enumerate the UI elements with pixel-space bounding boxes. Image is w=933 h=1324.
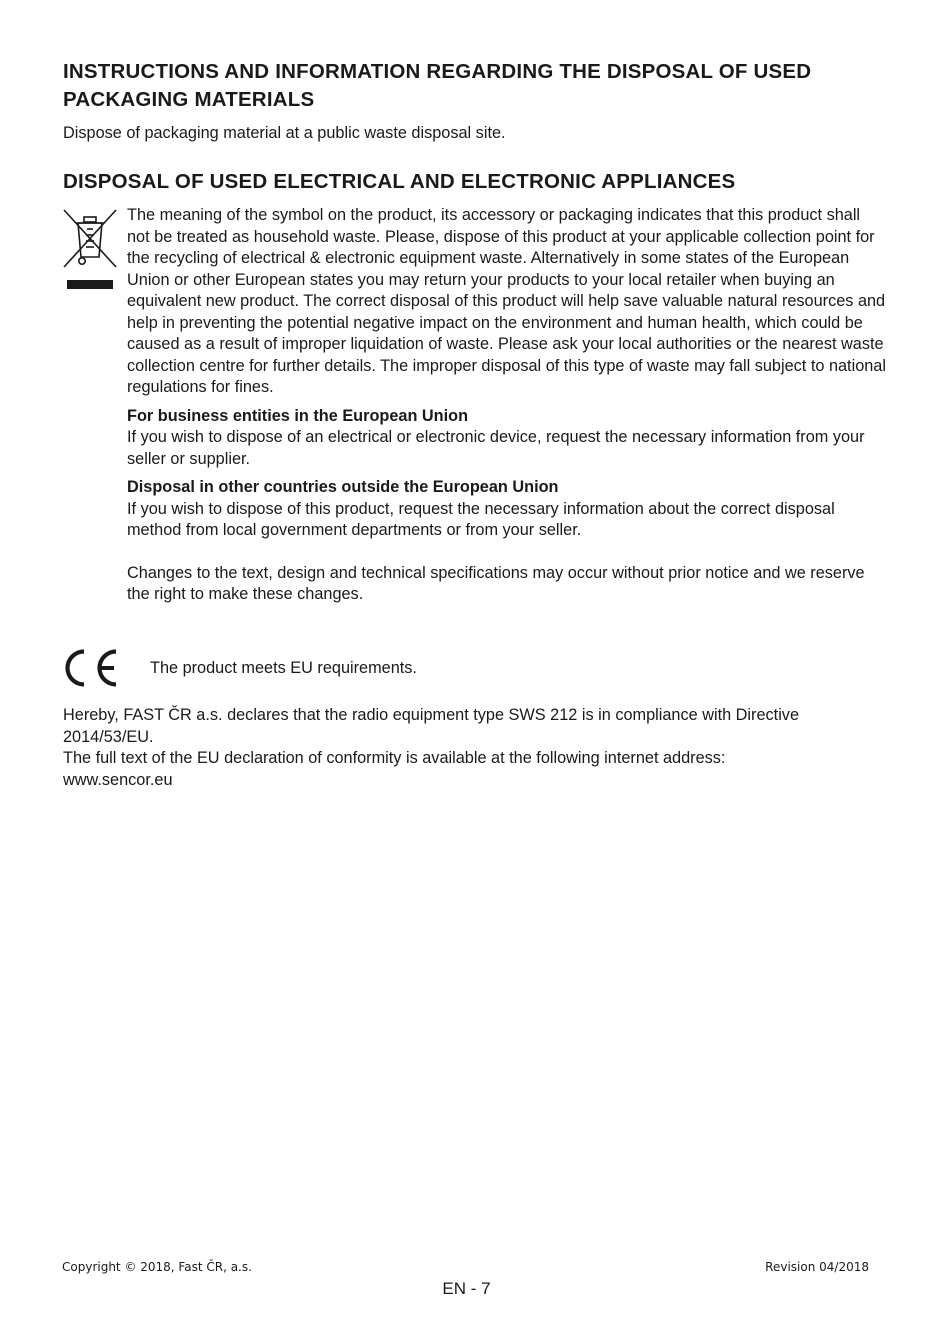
packaging-text: Dispose of packaging material at a public waste disposal site. xyxy=(63,124,506,142)
weee-black-bar xyxy=(67,280,113,289)
crossed-out-wheelie-bin-icon xyxy=(62,207,118,289)
declaration xyxy=(63,705,893,791)
heading-packaging: INSTRUCTIONS AND INFORMATION REGARDING THE DISPOSAL OF USED PACKAGING MATERIALS xyxy=(63,60,812,111)
footer-copyright: Copyright © 2018, Fast ČR, a.s. xyxy=(62,1260,252,1274)
declaration-line-1: Hereby, FAST ČR a.s. declares that the radio equipment type SWS 212 is in compliance with Directive 2014/53/EU. xyxy=(63,706,800,746)
business-text: If you wish to dispose of an electrical or electronic device, request the necessary information from your seller or supplier. xyxy=(127,428,865,468)
footer-revision: Revision 04/2018 xyxy=(765,1260,869,1274)
outside-eu-heading: Disposal in other countries outside the European Union xyxy=(127,478,559,496)
outside-eu-text: If you wish to dispose of this product, request the necessary information about the correct disposal method from local government departments or from your seller. xyxy=(127,499,835,539)
business-heading: For business entities in the European Union xyxy=(127,406,469,425)
declaration-line-2: The full text of the EU declaration of conformity is available at the following internet address: xyxy=(63,749,726,767)
spacer xyxy=(127,542,887,563)
heading-appliances: DISPOSAL OF USED ELECTRICAL AND ELECTRONIC APPLIANCES xyxy=(63,170,736,193)
weee-section xyxy=(127,205,887,606)
page-number: EN - 7 xyxy=(442,1279,491,1298)
declaration-url[interactable]: www.sencor.eu xyxy=(63,770,173,789)
ce-text: The product meets EU requirements. xyxy=(150,659,417,677)
changes-text: Changes to the text, design and technical specifications may occur without prior notice and we reserve the right to make these changes. xyxy=(127,563,865,603)
ce-mark-icon xyxy=(62,648,118,688)
weee-paragraph: The meaning of the symbol on the product, its accessory or packaging indicates that this product shall not be treated as household waste. Please, dispose of this product at your applicable collection point for the recycling of electrical & electronic equipment waste. Alternatively in some states of the European Union or other European states you may return your products to your local retailer when buying an equivalent new product. The correct disposal of this product will help save valuable natural resources and help in preventing the potential negative impact on the environment and human health, which could be caused as a result of improper liquidation of waste. Please ask your local authorities or the nearest waste collection centre for further details. The improper disposal of this type of waste may fall subject to national regulations for fines. xyxy=(127,206,886,396)
